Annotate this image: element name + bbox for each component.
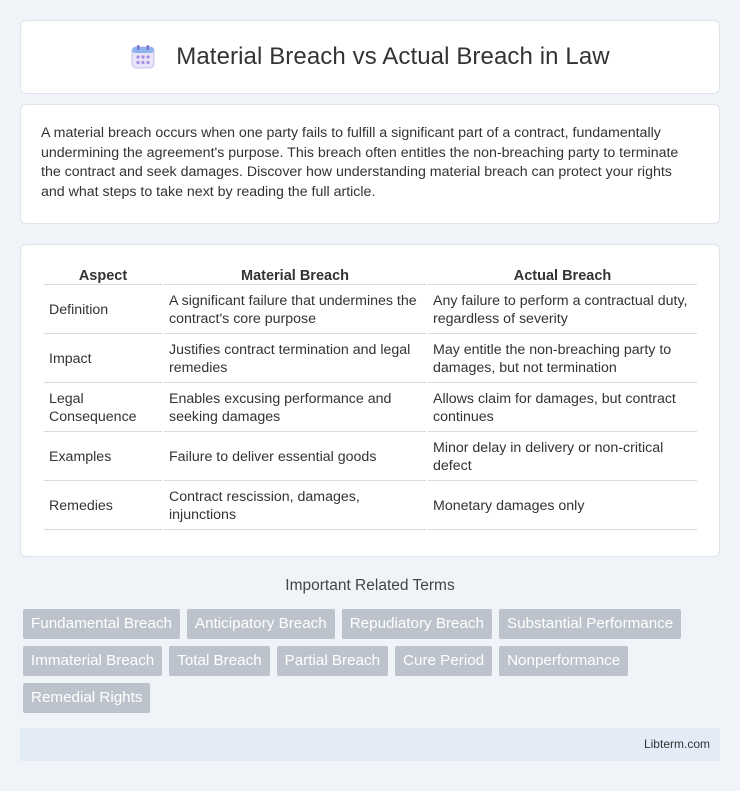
cell-aspect: Impact bbox=[44, 336, 162, 383]
tag-nonperformance[interactable]: Nonperformance bbox=[499, 646, 628, 676]
header-card bbox=[20, 20, 720, 94]
comparison-table-card bbox=[20, 244, 720, 557]
cell-material: Enables excusing performance and seeking damages bbox=[164, 385, 426, 432]
footer-site-link[interactable]: Libterm.com bbox=[643, 737, 710, 751]
tag-remedial-rights[interactable]: Remedial Rights bbox=[23, 683, 150, 713]
tag-fundamental-breach[interactable]: Fundamental Breach bbox=[23, 609, 180, 639]
tag-anticipatory-breach[interactable]: Anticipatory Breach bbox=[187, 609, 335, 639]
table-row bbox=[44, 336, 697, 383]
cell-material: Contract rescission, damages, injunctions bbox=[164, 483, 426, 530]
title-wrap bbox=[130, 43, 609, 71]
cell-actual: Allows claim for damages, but contract continues bbox=[428, 385, 697, 432]
cell-actual: Minor delay in delivery or non-critical defect bbox=[428, 434, 697, 481]
table-row bbox=[44, 385, 697, 432]
intro-card bbox=[20, 104, 720, 224]
cell-aspect: Remedies bbox=[44, 483, 162, 530]
table-row bbox=[44, 287, 697, 334]
tag-repudiatory-breach[interactable]: Repudiatory Breach bbox=[342, 609, 492, 639]
tag-total-breach[interactable]: Total Breach bbox=[169, 646, 269, 676]
cell-material: Justifies contract termination and legal remedies bbox=[164, 336, 426, 383]
related-terms-title: Important Related Terms bbox=[285, 577, 455, 594]
footer bbox=[20, 728, 720, 761]
table-header-row bbox=[44, 269, 697, 285]
cell-aspect: Definition bbox=[44, 287, 162, 334]
table-row bbox=[44, 483, 697, 530]
cell-material: Failure to deliver essential goods bbox=[164, 434, 426, 481]
header-aspect: Aspect bbox=[44, 269, 162, 285]
related-terms-tags bbox=[23, 609, 723, 713]
tag-partial-breach[interactable]: Partial Breach bbox=[277, 646, 388, 676]
cell-actual: Any failure to perform a contractual duty, regardless of severity bbox=[428, 287, 697, 334]
intro-text: A material breach occurs when one party fails to fulfill a significant part of a contract, fundamentally undermining the agreement's purpose. This breach often entitles the non-breaching party to terminate the contract and seek damages. Discover how understanding material breach can protect your rights and what steps to take next by reading the full article. bbox=[41, 125, 679, 200]
tag-substantial-performance[interactable]: Substantial Performance bbox=[499, 609, 681, 639]
table-row bbox=[44, 434, 697, 481]
tag-immaterial-breach[interactable]: Immaterial Breach bbox=[23, 646, 162, 676]
cell-actual: Monetary damages only bbox=[428, 483, 697, 530]
header-material-breach: Material Breach bbox=[164, 269, 426, 285]
header-actual-breach: Actual Breach bbox=[428, 269, 697, 285]
page-title: Material Breach vs Actual Breach in Law bbox=[176, 43, 610, 70]
cell-material: A significant failure that undermines the contract's core purpose bbox=[164, 287, 426, 334]
tag-cure-period[interactable]: Cure Period bbox=[395, 646, 492, 676]
cell-aspect: Examples bbox=[44, 434, 162, 481]
cell-aspect: Legal Consequence bbox=[44, 385, 162, 432]
comparison-table bbox=[42, 267, 699, 532]
cell-actual: May entitle the non-breaching party to damages, but not termination bbox=[428, 336, 697, 383]
calendar-icon bbox=[130, 44, 156, 70]
